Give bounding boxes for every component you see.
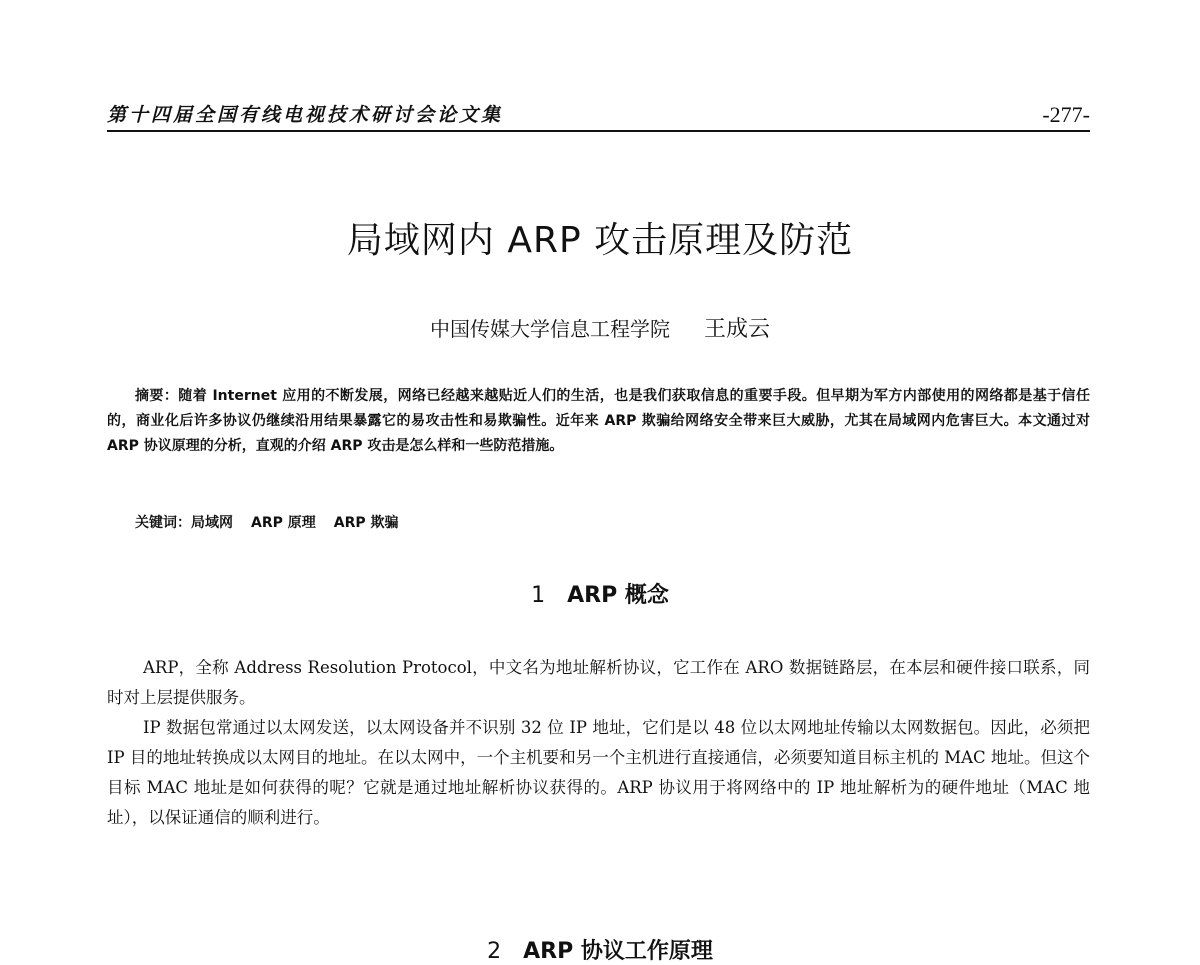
author: 王成云 [703,317,770,342]
affiliation: 中国传媒大学信息工程学院 [429,317,670,341]
keyword: ARP 原理 [251,515,316,531]
section-number: 2 [487,939,502,964]
paragraph: IP 数据包常通过以太网发送，以太网设备并不识别 32 位 IP 地址，它们是以 48 位以太网地址传输以太网数据包。因此，必须把 IP 目的地址转换成以太网目的地址。在以太网中，一个主机要和另一个主机进行直接通信，必须要知道目标主机的 MAC 地址。但这个目标 MAC 地址是如何获得的呢？它就是通过地址解析协议获得的。ARP 协议用于将网络中的 IP 地址解析为的硬件地址（MAC 地址），以保证通信的顺利进行。 [107,718,1090,827]
page-number: -277- [1042,102,1090,127]
keywords [135,512,417,532]
section-title: ARP 协议工作原理 [523,939,713,964]
section-heading-2 [0,934,1200,965]
section-heading-1 [0,578,1200,609]
byline [0,312,1200,343]
keyword: 局域网 [191,515,233,531]
section-number: 1 [531,583,546,608]
keyword: ARP 欺骗 [333,515,399,531]
abstract [107,384,1090,459]
paper-title: 局域网内 ARP 攻击原理及防范 [346,220,854,261]
running-header [107,98,1090,132]
paragraph: ARP，全称 Address Resolution Protocol，中文名为地址解析协议，它工作在 ARO 数据链路层，在本层和硬件接口联系，同时对上层提供服务。 [107,658,1090,707]
journal-title: 第十四届全国有线电视技术研讨会论文集 [107,104,504,126]
section-1-body [107,653,1090,833]
abstract-text: 摘要：随着 Internet 应用的不断发展，网络已经越来越贴近人们的生活，也是我们获取信息的重要手段。但早期为军方内部使用的网络都是基于信任的，商业化后许多协议仍继续沿用结果暴露它的易攻击性和易欺骗性。近年来 ARP 欺骗给网络安全带来巨大威胁，尤其在局域网内危害巨大。本文通过对 ARP 协议原理的分析，直观的介绍 ARP 攻击是怎么样和一些防范措施。 [107,388,1090,454]
keywords-label: 关键词： [135,515,191,531]
section-title: ARP 概念 [567,583,669,608]
